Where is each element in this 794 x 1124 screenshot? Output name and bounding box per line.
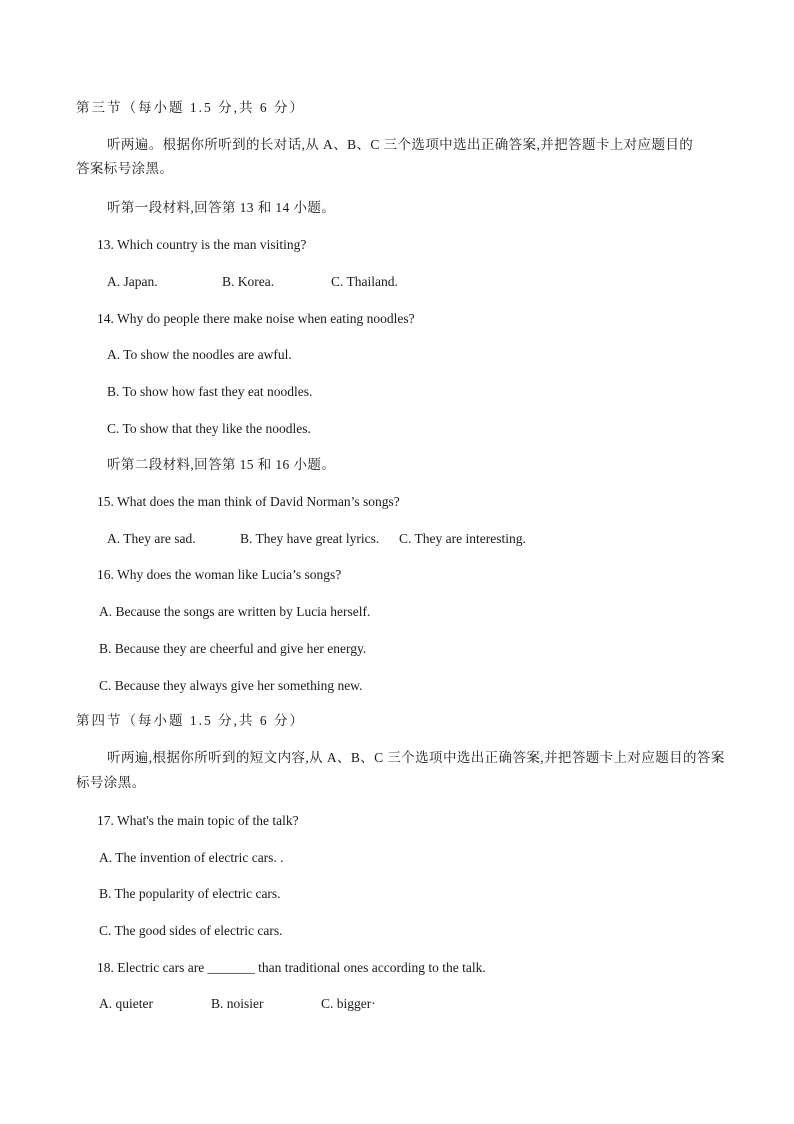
q13-option-c: C. Thailand. bbox=[331, 274, 398, 289]
q17-option-b: B. The popularity of electric cars. bbox=[99, 886, 281, 901]
question-16: 16. Why does the woman like Lucia’s songs? bbox=[97, 567, 342, 582]
section3-instruction-line1: 听两遍。根据你所听到的长对话,从 A、B、C 三个选项中选出正确答案,并把答题卡上对应题目的 bbox=[107, 137, 694, 152]
question-17: 17. What's the main topic of the talk? bbox=[97, 813, 299, 828]
passage1-intro: 听第一段材料,回答第 13 和 14 小题。 bbox=[107, 200, 336, 215]
q18-option-c: C. bigger· bbox=[321, 996, 376, 1011]
q15-option-a: A. They are sad. bbox=[107, 531, 196, 546]
section4-instruction-line1: 听两遍,根据你所听到的短文内容,从 A、B、C 三个选项中选出正确答案,并把答题卡上对应题目的答案 bbox=[107, 750, 725, 765]
question-14: 14. Why do people there make noise when eating noodles? bbox=[97, 311, 415, 326]
section3-instruction-line2: 答案标号涂黑。 bbox=[76, 161, 174, 176]
q17-option-c: C. The good sides of electric cars. bbox=[99, 923, 283, 938]
q17-option-a: A. The invention of electric cars. . bbox=[99, 850, 284, 865]
q14-option-b: B. To show how fast they eat noodles. bbox=[107, 384, 313, 399]
q18-option-a: A. quieter bbox=[99, 996, 153, 1011]
passage2-intro: 听第二段材料,回答第 15 和 16 小题。 bbox=[107, 457, 336, 472]
section4-heading: 第四节（每小题 1.5 分,共 6 分） bbox=[76, 713, 305, 728]
q15-option-c: C. They are interesting. bbox=[399, 531, 526, 546]
q14-option-a: A. To show the noodles are awful. bbox=[107, 347, 292, 362]
section4-instruction-line2: 标号涂黑。 bbox=[76, 775, 146, 790]
question-13: 13. Which country is the man visiting? bbox=[97, 237, 307, 252]
q14-option-c: C. To show that they like the noodles. bbox=[107, 421, 311, 436]
q16-option-c: C. Because they always give her something new. bbox=[99, 678, 363, 693]
question-15: 15. What does the man think of David Norman’s songs? bbox=[97, 494, 400, 509]
q13-option-a: A. Japan. bbox=[107, 274, 158, 289]
q16-option-b: B. Because they are cheerful and give her energy. bbox=[99, 641, 367, 656]
question-18: 18. Electric cars are _______ than traditional ones according to the talk. bbox=[97, 960, 486, 975]
section3-heading: 第三节（每小题 1.5 分,共 6 分） bbox=[76, 100, 305, 115]
q13-option-b: B. Korea. bbox=[222, 274, 275, 289]
q15-option-b: B. They have great lyrics. bbox=[240, 531, 380, 546]
q16-option-a: A. Because the songs are written by Lucia herself. bbox=[99, 604, 371, 619]
q18-option-b: B. noisier bbox=[211, 996, 264, 1011]
